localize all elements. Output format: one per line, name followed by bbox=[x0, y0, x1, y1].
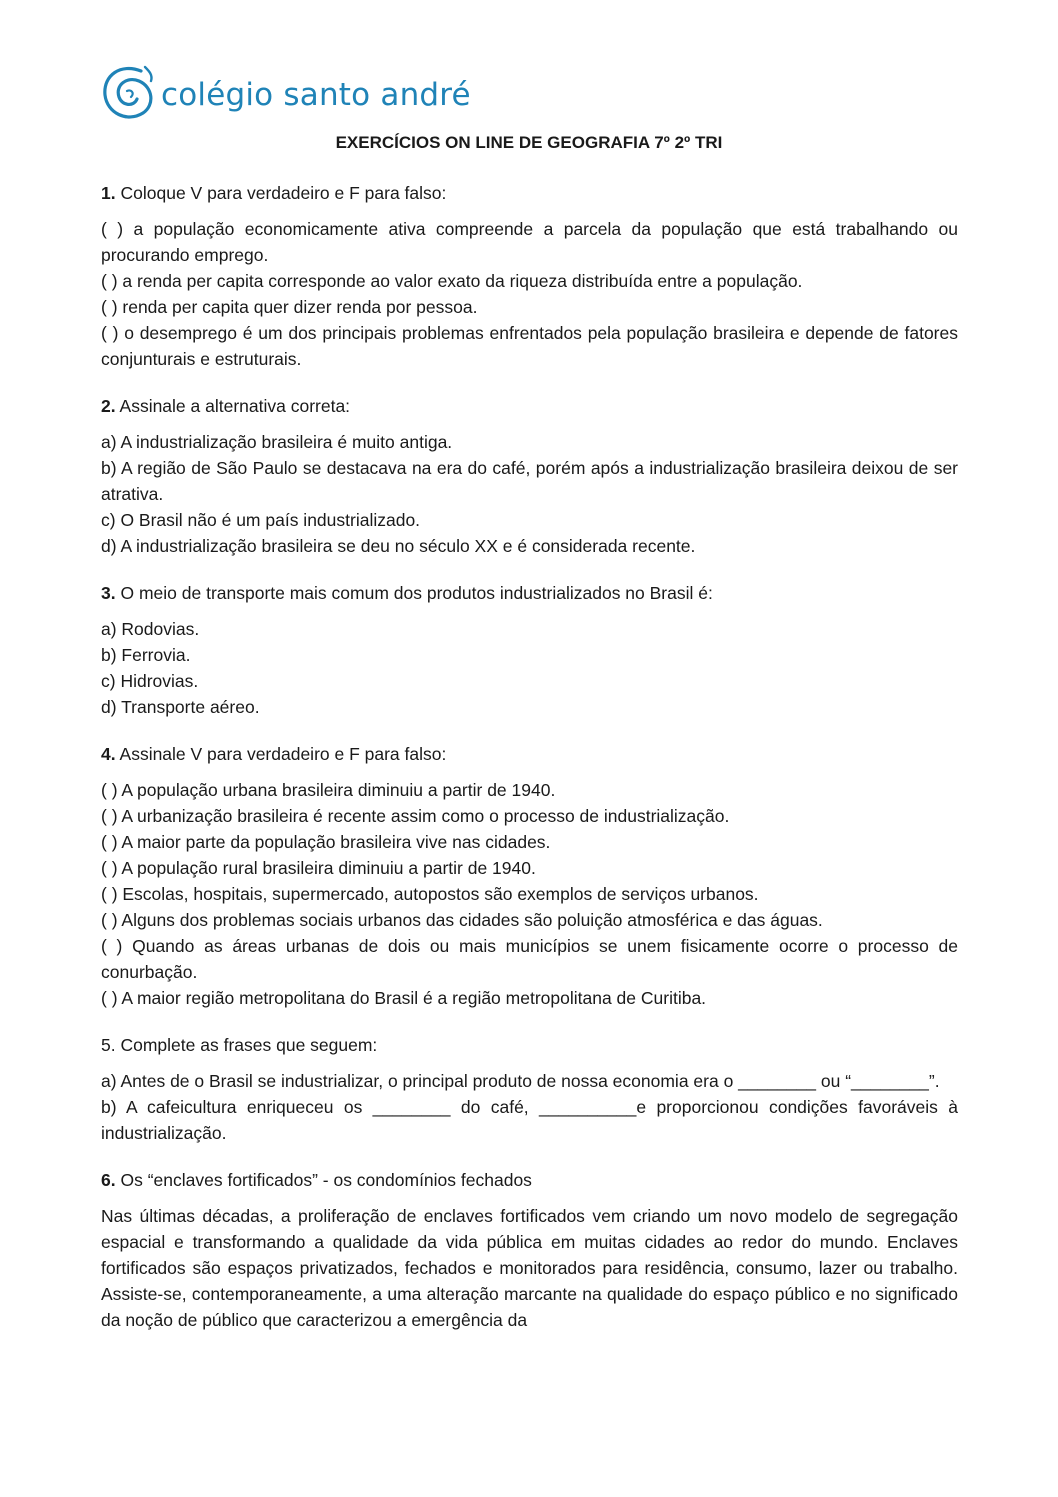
list-item: ( ) o desemprego é um dos principais problemas enfrentados pela população brasileira e depende de fatores conjunturais e estruturais. bbox=[101, 323, 958, 369]
exercise-list bbox=[101, 180, 958, 1354]
question-number: 3. bbox=[101, 583, 116, 603]
list-item: ( ) a renda per capita corresponde ao valor exato da riqueza distribuída entre a população. bbox=[101, 271, 803, 291]
list-item: a) A industrialização brasileira é muito antiga. bbox=[101, 432, 453, 452]
question-number: 4. bbox=[101, 744, 116, 764]
question-paragraph: Nas últimas décadas, a proliferação de enclaves fortificados vem criando um novo modelo de segregação espacial e transformando a qualidade da vida pública em muitas cidades ao redor do mundo. Enclaves fortificados são espaços privatizados, fechados e monitorados para residência, consumo, lazer ou trabalho. Assiste-se, contemporaneamente, a uma alteração marcante na qualidade do espaço público e no significado da noção de público que caracterizou a emergência da bbox=[101, 1206, 958, 1330]
list-item: ( ) Quando as áreas urbanas de dois ou mais municípios se unem fisicamente ocorre o processo de conurbação. bbox=[101, 936, 958, 982]
list-item: a) Antes de o Brasil se industrializar, o principal produto de nossa economia era o ________ ou “________”. bbox=[101, 1071, 940, 1091]
question-4 bbox=[101, 741, 958, 1011]
list-item: ( ) a população economicamente ativa compreende a parcela da população que está trabalhando ou procurando emprego. bbox=[101, 219, 958, 265]
list-item: ( ) Alguns dos problemas sociais urbanos das cidades são poluição atmosférica e das águas. bbox=[101, 910, 823, 930]
list-item: ( ) A população rural brasileira diminuiu a partir de 1940. bbox=[101, 858, 536, 878]
logo-text: colégio santo andré bbox=[161, 77, 471, 113]
list-item: a) Rodovias. bbox=[101, 619, 200, 639]
list-item: b) Ferrovia. bbox=[101, 645, 191, 665]
question-prompt: 6. Os “enclaves fortificados” - os condomínios fechados bbox=[101, 1170, 532, 1190]
swirl-logo-icon bbox=[101, 61, 157, 125]
question-prompt: 2. Assinale a alternativa correta: bbox=[101, 396, 351, 416]
page-title: EXERCÍCIOS ON LINE DE GEOGRAFIA 7º 2º TRI bbox=[335, 133, 723, 152]
list-item: ( ) A maior parte da população brasileira vive nas cidades. bbox=[101, 832, 551, 852]
list-item: c) Hidrovias. bbox=[101, 671, 199, 691]
question-prompt: 1. Coloque V para verdadeiro e F para falso: bbox=[101, 183, 447, 203]
school-logo bbox=[101, 58, 471, 128]
list-item: d) Transporte aéreo. bbox=[101, 697, 260, 717]
question-number: 6. bbox=[101, 1170, 116, 1190]
question-1 bbox=[101, 180, 958, 372]
list-item: b) A região de São Paulo se destacava na era do café, porém após a industrialização brasileira deixou de ser atrativa. bbox=[101, 458, 958, 504]
question-3 bbox=[101, 580, 958, 720]
question-number: 5. bbox=[101, 1035, 116, 1055]
question-prompt: 4. Assinale V para verdadeiro e F para falso: bbox=[101, 744, 447, 764]
list-item: ( ) Escolas, hospitais, supermercado, autopostos são exemplos de serviços urbanos. bbox=[101, 884, 759, 904]
question-number: 2. bbox=[101, 396, 116, 416]
list-item: ( ) A urbanização brasileira é recente assim como o processo de industrialização. bbox=[101, 806, 730, 826]
question-prompt: 3. O meio de transporte mais comum dos produtos industrializados no Brasil é: bbox=[101, 583, 713, 603]
question-prompt: 5. Complete as frases que seguem: bbox=[101, 1035, 378, 1055]
list-item: b) A cafeicultura enriqueceu os ________ do café, __________e proporcionou condições favoráveis à industrialização. bbox=[101, 1097, 958, 1143]
list-item: c) O Brasil não é um país industrializado. bbox=[101, 510, 421, 530]
list-item: ( ) A população urbana brasileira diminuiu a partir de 1940. bbox=[101, 780, 556, 800]
list-item: ( ) A maior região metropolitana do Brasil é a região metropolitana de Curitiba. bbox=[101, 988, 707, 1008]
question-2 bbox=[101, 393, 958, 559]
question-number: 1. bbox=[101, 183, 116, 203]
question-5 bbox=[101, 1032, 958, 1146]
list-item: d) A industrialização brasileira se deu no século XX e é considerada recente. bbox=[101, 536, 696, 556]
list-item: ( ) renda per capita quer dizer renda por pessoa. bbox=[101, 297, 478, 317]
question-6 bbox=[101, 1167, 958, 1333]
